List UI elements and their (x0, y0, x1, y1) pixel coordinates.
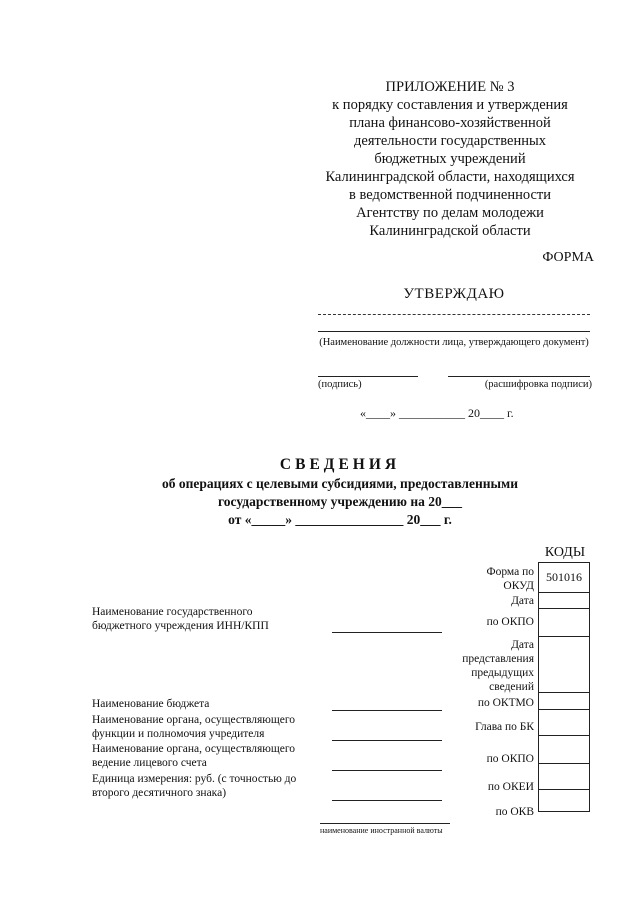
appendix-line: Калининградской области (369, 223, 531, 239)
approve-date: «____» ___________ 20____ г. (360, 406, 514, 420)
unit-label-line: второго десятичного знака) (92, 787, 227, 799)
document-subtitle-1: об операциях с целевыми субсидиями, предоставленными (161, 476, 519, 491)
founder-label (92, 713, 295, 741)
appendix-line: в ведомственной подчиненности (348, 187, 551, 203)
approve-title: УТВЕРЖДАЮ (403, 286, 505, 302)
prev-date-code-cell[interactable] (539, 637, 590, 693)
founder-label-line: функции и полномочия учредителя (92, 728, 265, 740)
okv-code-cell[interactable] (539, 790, 590, 812)
prev-date-label-line: Дата (511, 639, 534, 651)
prev-date-label (462, 638, 534, 694)
unit-label-line: Единица измерения: руб. (с точностью до (92, 773, 297, 785)
account-label (92, 742, 295, 770)
oktmo-label: по ОКТМО (477, 697, 534, 709)
founder-line[interactable] (332, 740, 442, 741)
decoding-line[interactable] (448, 376, 590, 377)
position-line-2[interactable] (318, 331, 590, 332)
okud-label (487, 565, 535, 593)
okpo2-code-cell[interactable] (539, 736, 590, 764)
appendix-line: Калининградской области, находящихся (325, 169, 575, 185)
okei-code-cell[interactable] (539, 764, 590, 790)
budget-line[interactable] (332, 710, 442, 711)
appendix-line: ПРИЛОЖЕНИЕ № 3 (385, 79, 515, 95)
glava-label: Глава по БК (475, 721, 534, 733)
appendix-header (300, 78, 600, 240)
appendix-line: бюджетных учреждений (374, 151, 526, 167)
prev-date-label-line: предыдущих (471, 667, 534, 679)
form-label: ФОРМА (542, 250, 594, 265)
prev-date-label-line: представления (462, 653, 534, 665)
glava-code-cell[interactable] (539, 710, 590, 736)
account-label-line: ведение лицевого счета (92, 757, 207, 769)
appendix-line: плана финансово-хозяйственной (349, 115, 551, 131)
position-caption: (Наименование должности лица, утверждающего документ) (319, 337, 589, 348)
institution-label (92, 605, 269, 633)
document-heading: СВЕДЕНИЯ (279, 456, 401, 473)
founder-label-line: Наименование органа, осуществляющего (92, 714, 296, 726)
budget-label: Наименование бюджета (92, 698, 210, 710)
institution-label-line: бюджетного учреждения ИНН/КПП (92, 620, 269, 632)
signature-line[interactable] (318, 376, 418, 377)
position-line-1[interactable] (318, 314, 590, 315)
currency-footnote: наименование иностранной валюты (320, 826, 443, 835)
date-label: Дата (511, 595, 534, 607)
okud-label-line: Форма по (486, 566, 534, 578)
unit-label (92, 772, 296, 800)
okpo2-label: по ОКПО (486, 753, 534, 765)
date-code-cell[interactable] (539, 593, 590, 609)
okpo-code-cell[interactable] (539, 609, 590, 637)
okpo-label: по ОКПО (486, 616, 534, 628)
okud-code-cell: 501016 (539, 563, 590, 593)
okei-label: по ОКЕИ (487, 781, 534, 793)
codes-table (538, 562, 590, 812)
unit-line[interactable] (332, 800, 442, 801)
okud-label-line: ОКУД (503, 580, 534, 592)
prev-date-label-line: сведений (489, 681, 534, 693)
signature-caption: (подпись) (318, 379, 362, 390)
codes-title: КОДЫ (544, 545, 586, 560)
appendix-line: Агентству по делам молодежи (356, 205, 544, 221)
document-subtitle-2: государственному учреждению на 20___ (218, 494, 462, 509)
oktmo-code-cell[interactable] (539, 693, 590, 710)
appendix-line: деятельности государственных (354, 133, 546, 149)
institution-line[interactable] (332, 632, 442, 633)
document-subtitle-3: от «_____» ________________ 20___ г. (228, 512, 452, 527)
okv-label: по ОКВ (495, 806, 534, 818)
account-line[interactable] (332, 770, 442, 771)
currency-line[interactable] (320, 823, 450, 824)
decoding-caption: (расшифровка подписи) (484, 379, 592, 390)
account-label-line: Наименование органа, осуществляющего (92, 743, 296, 755)
appendix-line: к порядку составления и утверждения (332, 97, 568, 113)
institution-label-line: Наименование государственного (92, 606, 253, 618)
